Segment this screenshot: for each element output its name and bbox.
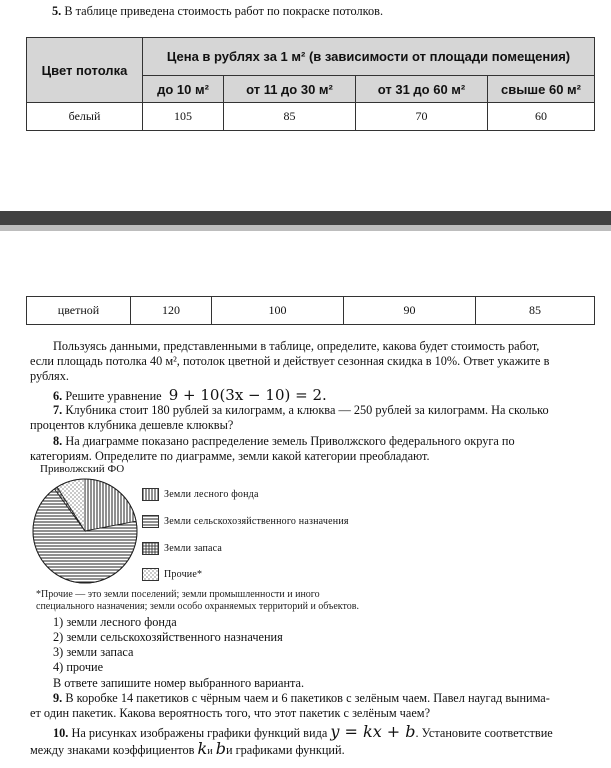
q5-intro <box>52 4 383 20</box>
price-table-header <box>26 37 595 131</box>
legend-label: Прочие* <box>164 569 203 580</box>
q8-option-4: 4) прочие <box>53 660 104 674</box>
col-header-2: от 11 до 30 м² <box>224 76 356 103</box>
q8-text-2: категориям. Определите по диаграмме, земли какой категории преобладают. <box>30 449 430 463</box>
q7-line1 <box>53 403 549 419</box>
q8-text-1: На диаграмме показано распределение земель Приволжского федерального округа по <box>65 434 515 448</box>
q10-formula: y = kx + b <box>330 722 416 741</box>
col-header-3: от 31 до 60 м² <box>356 76 488 103</box>
row-white-v3: 70 <box>356 103 488 131</box>
q10-text-1b: . Установите соответствие <box>415 726 553 740</box>
col-color-header: Цвет потолка <box>27 38 143 103</box>
q6-text: Решите уравнение <box>65 389 162 403</box>
q10-text-2a: между знаками коэффициентов <box>30 743 195 757</box>
legend-label: Земли лесного фонда <box>164 489 259 500</box>
q8-line1 <box>53 434 515 450</box>
legend-label: Земли сельскохозяйственного назначения <box>164 516 349 527</box>
q8-option-1: 1) земли лесного фонда <box>53 615 177 629</box>
q9-line1 <box>53 691 550 707</box>
legend-swatch-grid <box>142 542 160 556</box>
q10-k: k <box>197 739 208 758</box>
price-header: Цена в рублях за 1 м² (в зависимости от площади помещения) <box>143 38 595 76</box>
q5-text-3: рублях. <box>30 369 69 383</box>
q9-text-2: ет один пакетик. Какова вероятность того, что этот пакетик с зелёным чаем? <box>30 706 431 720</box>
legend-swatch-dots <box>142 568 160 582</box>
row-color-v4: 85 <box>476 297 595 325</box>
page-divider <box>0 211 611 225</box>
q5-number: 5. <box>52 4 62 18</box>
q10-text-1a: На рисунках изображены графики функций вида <box>71 726 328 740</box>
pie-chart <box>30 476 140 586</box>
q5-text-2: если площадь потолка 40 м², потолок цветной и действует сезонная скидка в 10%. Ответ укажите в <box>30 354 550 368</box>
page-divider-shadow <box>0 225 611 231</box>
col-header-1: до 10 м² <box>143 76 224 103</box>
q10-and: и <box>207 746 213 757</box>
q8-option-2: 2) земли сельскохозяйственного назначения <box>53 630 283 644</box>
q10-text-2b: и графиками функций. <box>225 743 345 757</box>
q7-number: 7. <box>53 403 63 417</box>
q7-text-1: Клубника стоит 180 рублей за килограмм, а клюква — 250 рублей за килограмм. На сколько <box>65 403 549 417</box>
price-table-continued <box>26 296 595 325</box>
row-color-color: цветной <box>27 297 131 325</box>
q10-line1 <box>53 724 553 742</box>
row-white-color: белый <box>27 103 143 131</box>
legend-swatch-horizontal <box>142 515 160 529</box>
q5-intro-text: В таблице приведена стоимость работ по покраске потолков. <box>64 4 384 18</box>
q6-number: 6. <box>53 389 63 403</box>
footnote-1: *Прочие — это земли поселений; земли промышленности и иного <box>36 589 320 600</box>
q7-text-2: процентов клубника дешевле клюквы? <box>30 418 234 432</box>
legend-label: Земли запаса <box>164 543 223 554</box>
chart-title: Приволжский ФО <box>40 463 125 475</box>
row-white-v2: 85 <box>224 103 356 131</box>
col-header-4: свыше 60 м² <box>488 76 595 103</box>
legend-swatch-vertical <box>142 488 160 502</box>
row-white-v4: 60 <box>488 103 595 131</box>
row-white-v1: 105 <box>143 103 224 131</box>
q8-number: 8. <box>53 434 63 448</box>
q10-number: 10. <box>53 726 69 740</box>
footnote-2: специального назначения; земли особо охраняемых территорий и объектов. <box>36 601 359 612</box>
q10-b: b <box>215 739 226 758</box>
row-color-v1: 120 <box>131 297 212 325</box>
q8-option-3: 3) земли запаса <box>53 645 134 659</box>
q8-answer-note: В ответе запишите номер выбранного варианта. <box>53 676 305 690</box>
q10-line2 <box>30 741 345 760</box>
q9-number: 9. <box>53 691 63 705</box>
row-color-v3: 90 <box>344 297 476 325</box>
q9-text-1: В коробке 14 пакетиков с чёрным чаем и 6 пакетиков с зелёным чаем. Павел наугад вынима- <box>65 691 550 705</box>
row-color-v2: 100 <box>212 297 344 325</box>
q6-equation: 9 + 10(3x − 10) = 2. <box>168 386 327 404</box>
q5-text-1: Пользуясь данными, представленными в таблице, определите, какова будет стоимость работ, <box>53 339 540 353</box>
